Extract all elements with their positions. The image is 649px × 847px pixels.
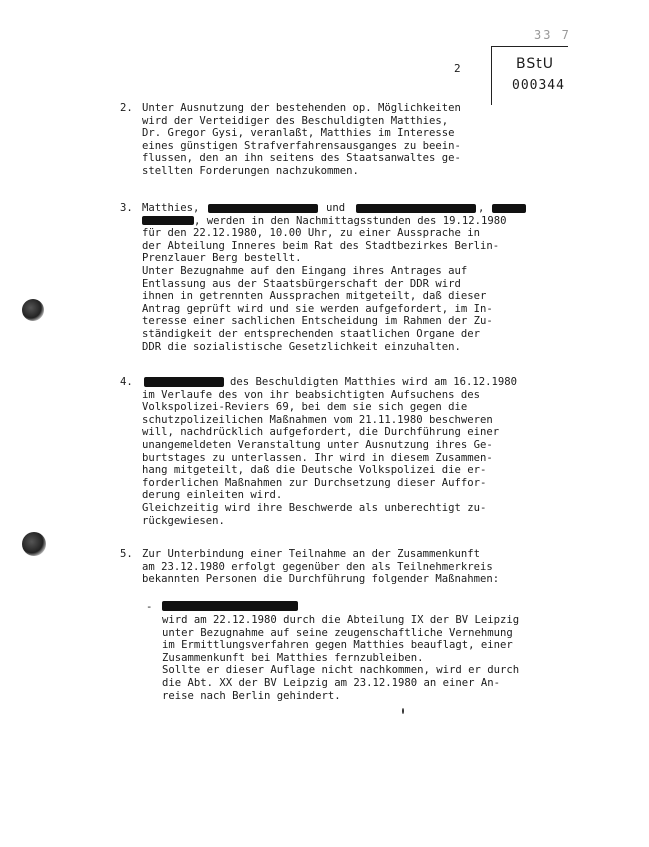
list-item-5 — [120, 548, 560, 588]
item-text: im Verlaufe des von ihr beabsichtigten Aufsuchens des Volkspolizei-Reviers 69, bei dem sie sich gegen die schutzpolizeilichen Maßnahmen vom 21.11.1980 beschweren will, nachdrücklich aufgefordert, die Durchführung einer unangemeldeten Veranstaltung unter Ausnutzung ihres Ge- burtstages zu unterlassen. Ihr wird in diesem Zusammen- hang mitgeteilt, daß die Deutsche Volkspolizei die er- forderlichen Maßnahmen zur Durchsetzung dieser Auffor- derung einleiten wird. Gleichzeitig wird ihre Beschwerde als unberechtigt zu- rückgewiesen. — [142, 388, 500, 527]
list-item-2 — [120, 102, 550, 182]
sub-item-dash: - — [146, 601, 153, 613]
punch-hole-top — [22, 299, 44, 321]
page-number: 2 — [454, 62, 461, 75]
item-number: 2. — [120, 102, 133, 114]
redaction-bar — [208, 204, 318, 213]
item-text: für den 22.12.1980, 10.00 Uhr, zu einer Aussprache in der Abteilung Inneres beim Rat des Stadtbezirkes Berlin- Prenzlauer Berg bestellt. Unter Bezugnahme auf den Eingang ihres Antrages auf Entlassung aus der Staatsbürgerschaft der DDR wird ihnen in getrennten Aussprachen mitgeteilt, daß dieser Antrag geprüft wird und sie werden aufgefordert, im In- teresse einer sachlichen Entscheidung im Rahmen der Zu- ständigkeit der entsprechenden staatlichen Organe der DDR die sozialistische Gesetzlichkeit einzuhalten. — [142, 227, 500, 353]
archive-stamp-number: 000344 — [512, 78, 565, 93]
redaction-bar — [356, 204, 476, 213]
punch-hole-bottom — [22, 532, 46, 556]
list-item-3 — [120, 202, 560, 352]
item-line-1a: Matthies, — [142, 202, 200, 214]
redaction-bar — [162, 601, 298, 611]
item-text: Unter Ausnutzung der bestehenden op. Möglichkeiten wird der Verteidiger des Beschuldigten Matthies, Dr. Gregor Gysi, veranlaßt, Matthies im Interesse eines günstigen Strafverfahrensausganges zu beein- flussen, den an ihn seitens des Staatsanwaltes ge- stellten Forderungen nachzukommen. — [142, 102, 461, 177]
redaction-bar — [142, 216, 194, 225]
redaction-bar — [144, 377, 224, 387]
item-line-1c: , — [478, 202, 485, 214]
item-line-1b: und — [326, 202, 346, 214]
item-text: Zur Unterbindung einer Teilnahme an der Zusammenkunft am 23.12.1980 erfolgt gegenüber den als Teilnehmerkreis bekannten Personen die Durchführung folgender Maßnahmen: — [142, 548, 500, 586]
list-item-4 — [120, 376, 560, 526]
archive-stamp-agency: BStU — [516, 56, 554, 72]
item-number: 5. — [120, 548, 133, 560]
sub-item-text: wird am 22.12.1980 durch die Abteilung IX der BV Leipzig unter Bezugnahme auf seine zeugenschaftliche Vernehmung im Ermittlungsverfahren gegen Matthies beauflagt, einer Zusammenkunft bei Matthies fernzubleiben. Sollte er dieser Auflage nicht nachkommen, wird er durch die Abt. XX der BV Leipzig am 23.12.1980 an einer An- reise nach Berlin gehindert. — [162, 614, 520, 702]
item-number: 3. — [120, 202, 133, 214]
redaction-bar — [492, 204, 526, 213]
item-line-2: , werden in den Nachmittagsstunden des 19.12.1980 — [194, 214, 507, 227]
stamp-top-number: 33 7 — [534, 28, 571, 42]
archive-stamp-box — [491, 46, 568, 105]
item-line-1: des Beschuldigten Matthies wird am 16.12.1980 — [230, 376, 518, 388]
speck — [402, 708, 404, 714]
item-number: 4. — [120, 376, 133, 388]
